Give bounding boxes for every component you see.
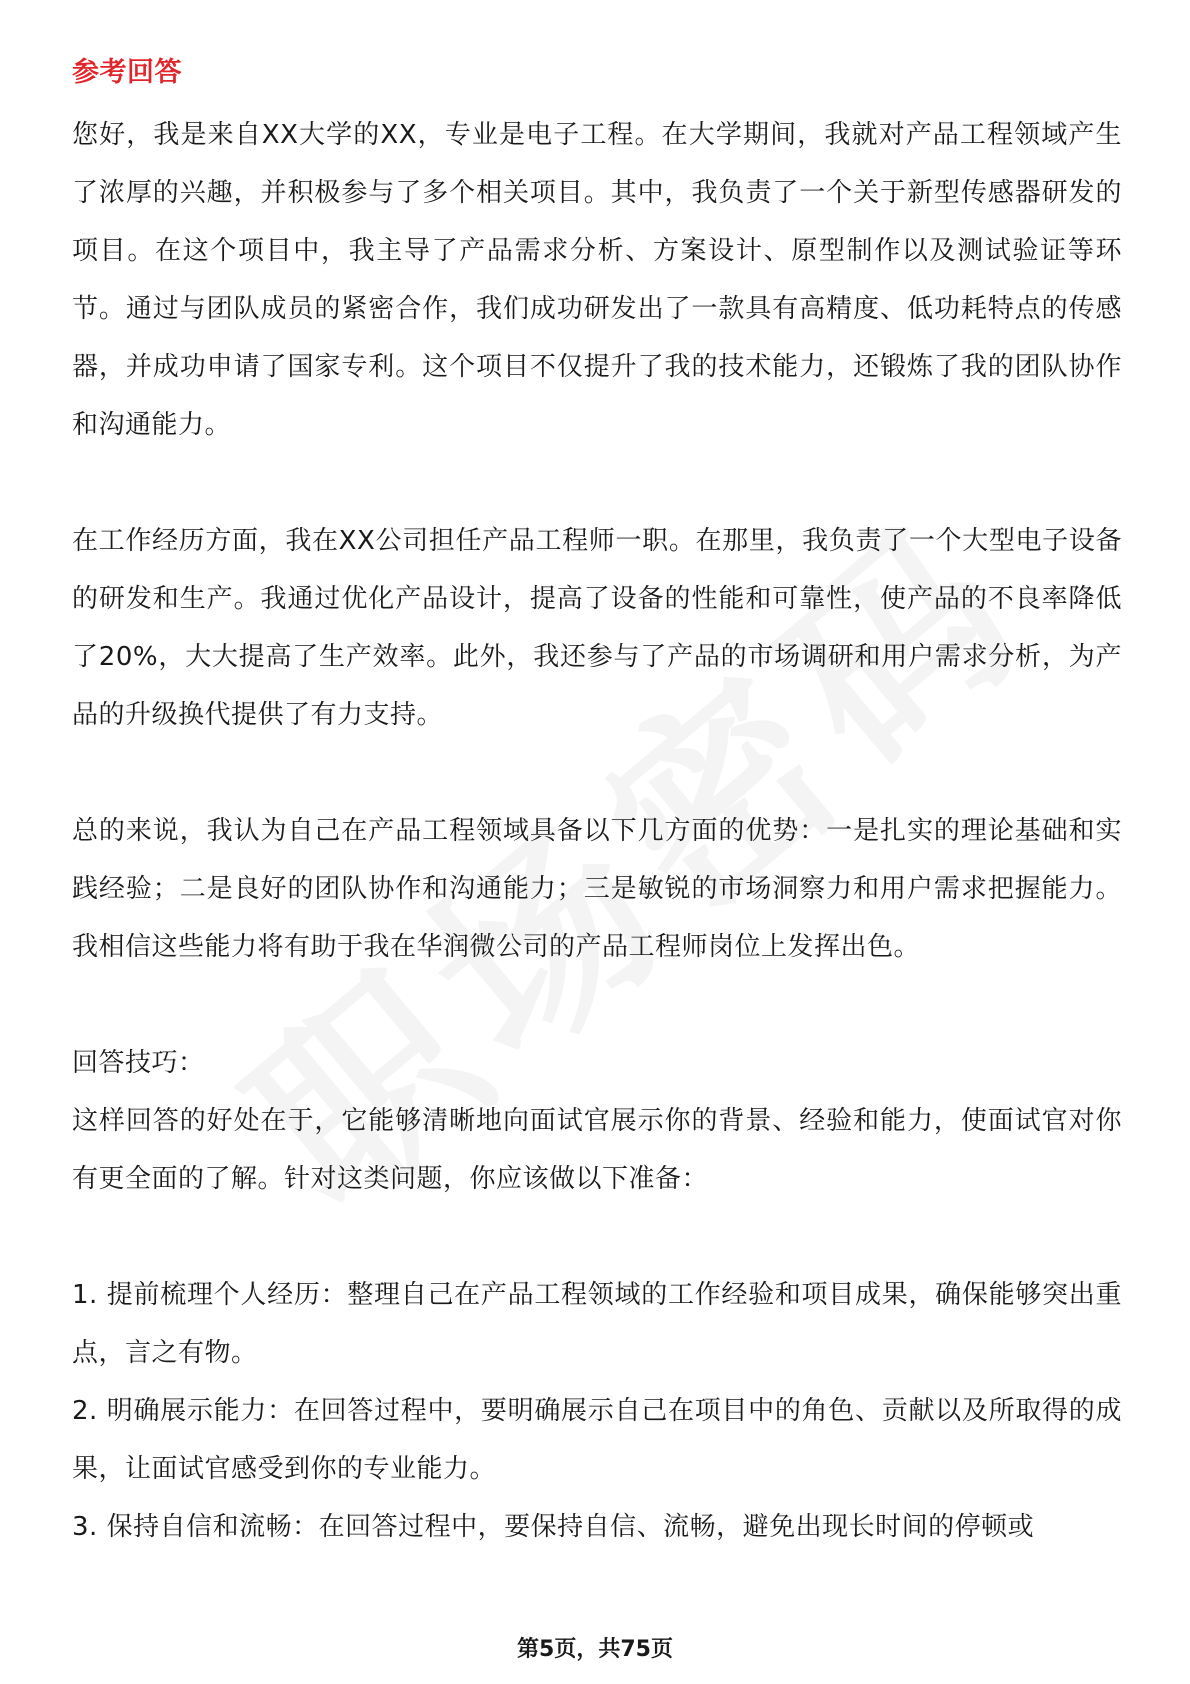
paragraph-spacer [72, 976, 1122, 1034]
tip-item-1: 1. 提前梳理个人经历：整理自己在产品工程领域的工作经验和项目成果，确保能够突出重点，言之有物。 [72, 1280, 1122, 1368]
answer-paragraph-3: 总的来说，我认为自己在产品工程领域具备以下几方面的优势：一是扎实的理论基础和实践经验；二是良好的团队协作和沟通能力；三是敏锐的市场洞察力和用户需求把握能力。我相信这些能力将有助于我在华润微公司的产品工程师岗位上发挥出色。 [72, 816, 1122, 962]
section-heading: 参考回答 [72, 57, 182, 88]
paragraph-spacer [72, 1208, 1122, 1266]
paragraph-spacer [72, 454, 1122, 512]
tip-item-3: 3. 保持自信和流畅：在回答过程中，要保持自信、流畅，避免出现长时间的停顿或 [72, 1512, 1035, 1542]
tips-label: 回答技巧： [72, 1048, 205, 1078]
page-number-footer: 第5页，共75页 [517, 1637, 673, 1662]
document-content [72, 48, 1122, 1556]
answer-paragraph-1: 您好，我是来自XX大学的XX，专业是电子工程。在大学期间，我就对产品工程领域产生了浓厚的兴趣，并积极参与了多个相关项目。其中，我负责了一个关于新型传感器研发的项目。在这个项目中，我主导了产品需求分析、方案设计、原型制作以及测试验证等环节。通过与团队成员的紧密合作，我们成功研发出了一款具有高精度、低功耗特点的传感器，并成功申请了国家专利。这个项目不仅提升了我的技术能力，还锻炼了我的团队协作和沟通能力。 [72, 120, 1122, 440]
paragraph-spacer [72, 744, 1122, 802]
tips-intro: 这样回答的好处在于，它能够清晰地向面试官展示你的背景、经验和能力，使面试官对你有更全面的了解。针对这类问题，你应该做以下准备： [72, 1106, 1122, 1194]
tip-item-2: 2. 明确展示能力：在回答过程中，要明确展示自己在项目中的角色、贡献以及所取得的成果，让面试官感受到你的专业能力。 [72, 1396, 1122, 1484]
answer-paragraph-2: 在工作经历方面，我在XX公司担任产品工程师一职。在那里，我负责了一个大型电子设备的研发和生产。我通过优化产品设计，提高了设备的性能和可靠性，使产品的不良率降低了20%，大大提高了生产效率。此外，我还参与了产品的市场调研和用户需求分析，为产品的升级换代提供了有力支持。 [72, 526, 1122, 730]
